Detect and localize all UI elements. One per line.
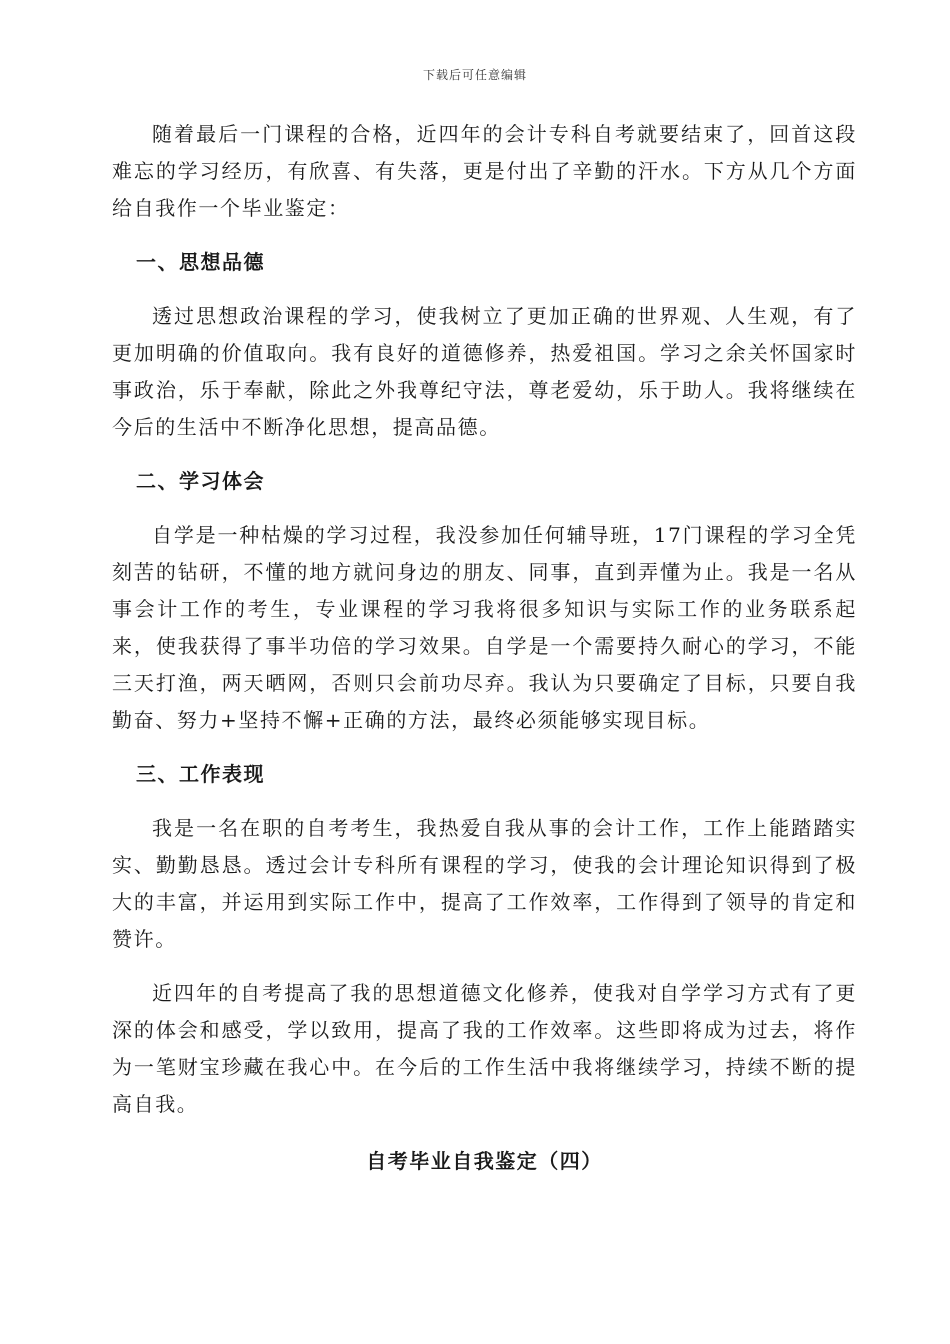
conclusion-paragraph: 近四年的自考提高了我的思想道德文化修养，使我对自学学习方式有了更深的体会和感受，学以致用，提高了我的工作效率。这些即将成为过去，将作为一笔财宝珍藏在我心中。在今后的工作生活中我将继续学习，持续不断的提高自我。 xyxy=(112,981,857,1116)
next-section-title: 自考毕业自我鉴定（四） xyxy=(366,1149,603,1173)
page-header: 下载后可任意编辑 xyxy=(422,68,527,82)
section-heading-work: 三、工作表现 xyxy=(136,762,265,786)
section-heading-study: 二、学习体会 xyxy=(136,469,265,493)
section-body-study: 自学是一种枯燥的学习过程，我没参加任何辅导班，17门课程的学习全凭刻苦的钻研，不懂的地方就问身边的朋友、同事，直到弄懂为止。我是一名从事会计工作的考生，专业课程的学习我将很多知识与实际工作的业务联系起来，使我获得了事半功倍的学习效果。自学是一个需要持久耐心的学习，不能三天打渔，两天晒网，否则只会前功尽弃。我认为只要确定了目标，只要自我勤奋、努力+坚持不懈+正确的方法，最终必须能够实现目标。 xyxy=(112,523,857,732)
document-body xyxy=(112,116,857,1180)
section-body-moral: 透过思想政治课程的学习，使我树立了更加正确的世界观、人生观，有了更加明确的价值取向。我有良好的道德修养，热爱祖国。学习之余关怀国家时事政治，乐于奉献，除此之外我尊纪守法，尊老爱幼，乐于助人。我将继续在今后的生活中不断净化思想，提高品德。 xyxy=(112,304,857,439)
section-heading-moral: 一、思想品德 xyxy=(136,250,265,274)
section-body-work: 我是一名在职的自考考生，我热爱自我从事的会计工作，工作上能踏踏实实、勤勤恳恳。透过会计专科所有课程的学习，使我的会计理论知识得到了极大的丰富，并运用到实际工作中，提高了工作效率，工作得到了领导的肯定和赞许。 xyxy=(112,816,857,951)
intro-paragraph: 随着最后一门课程的合格，近四年的会计专科自考就要结束了，回首这段难忘的学习经历，有欣喜、有失落，更是付出了辛勤的汗水。下方从几个方面给自我作一个毕业鉴定： xyxy=(112,122,857,220)
